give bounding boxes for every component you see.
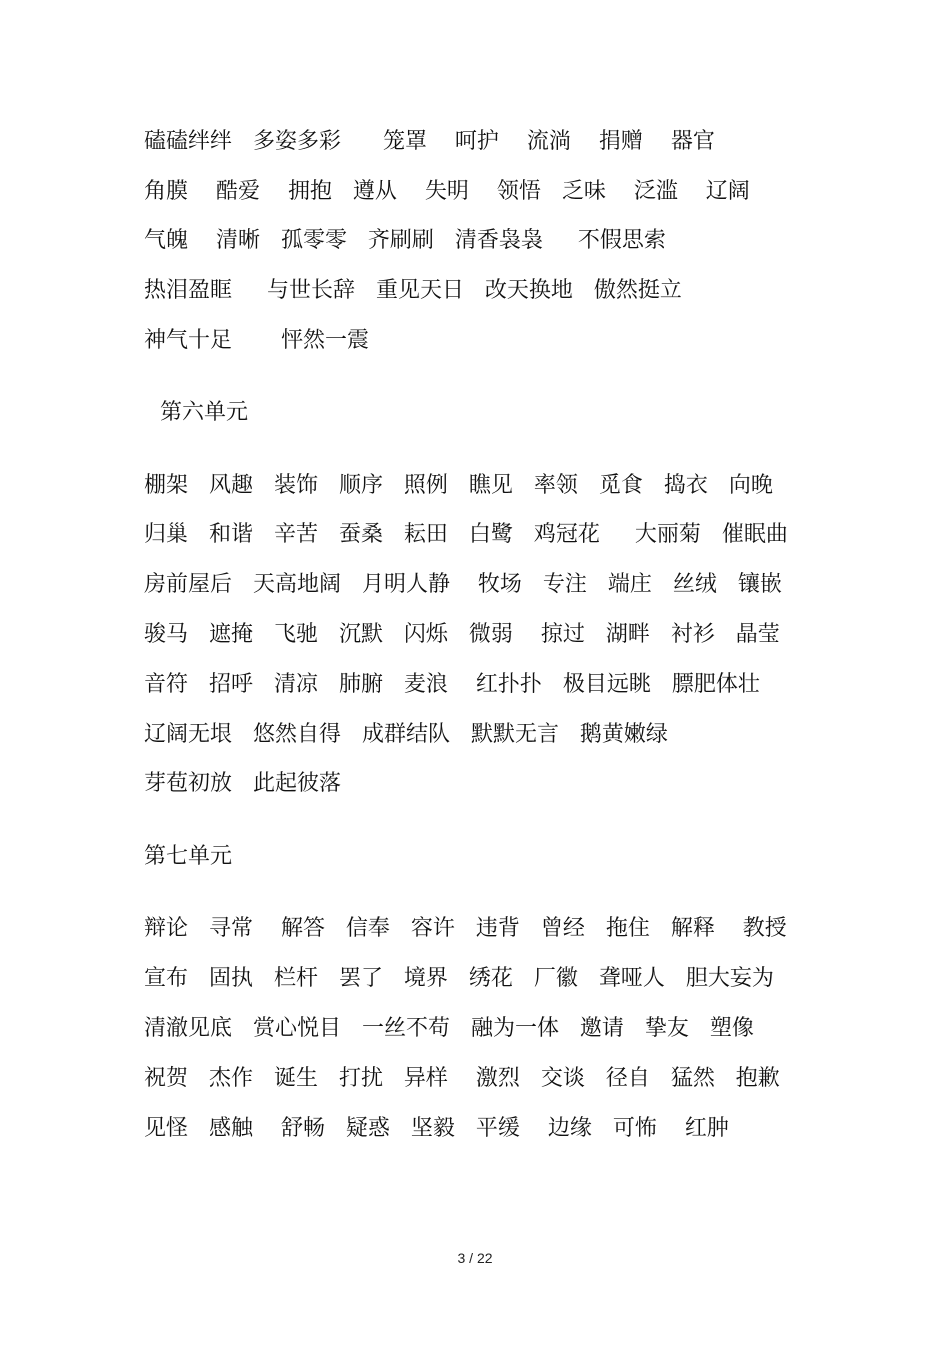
vocab-line: 角膜 酷爱 拥抱 遵从 失明 领悟 乏味 泛滥 辽阔 bbox=[144, 179, 750, 204]
section-heading-unit-6: 第六单元 bbox=[160, 400, 249, 425]
vocab-line: 磕磕绊绊 多姿多彩 笼罩 呵护 流淌 捐赠 器官 bbox=[144, 129, 715, 154]
vocab-line: 归巢 和谐 辛苦 蚕桑 耘田 白鹭 鸡冠花 大丽菊 催眠曲 bbox=[144, 522, 788, 547]
vocab-line: 见怪 感触 舒畅 疑惑 坚毅 平缓 边缘 可怖 红肿 bbox=[144, 1116, 729, 1141]
page-number: 3 / 22 bbox=[457, 1250, 493, 1266]
vocab-line: 房前屋后 天高地阔 月明人静 牧场 专注 端庄 丝绒 镶嵌 bbox=[144, 572, 782, 597]
vocab-line: 棚架 风趣 装饰 顺序 照例 瞧见 率领 觅食 捣衣 向晚 bbox=[144, 473, 773, 498]
vocab-line: 芽苞初放 此起彼落 bbox=[144, 771, 341, 796]
vocab-line: 宣布 固执 栏杆 罢了 境界 绣花 厂徽 聋哑人 胆大妄为 bbox=[144, 966, 774, 991]
section-heading-unit-7: 第七单元 bbox=[144, 844, 233, 869]
vocab-line: 气魄 清晰 孤零零 齐刷刷 清香袅袅 不假思索 bbox=[144, 228, 666, 253]
vocab-line: 辽阔无垠 悠然自得 成群结队 默默无言 鹅黄嫩绿 bbox=[144, 722, 668, 747]
vocab-line: 神气十足 怦然一震 bbox=[144, 328, 369, 353]
vocab-line: 祝贺 杰作 诞生 打扰 异样 激烈 交谈 径自 猛然 抱歉 bbox=[144, 1066, 780, 1091]
vocab-line: 骏马 遮掩 飞驰 沉默 闪烁 微弱 掠过 湖畔 衬衫 晶莹 bbox=[144, 622, 780, 647]
vocab-line: 音符 招呼 清凉 肺腑 麦浪 红扑扑 极目远眺 膘肥体壮 bbox=[144, 672, 760, 697]
vocab-line: 热泪盈眶 与世长辞 重见天日 改天换地 傲然挺立 bbox=[144, 278, 682, 303]
vocab-line: 清澈见底 赏心悦目 一丝不苟 融为一体 邀请 挚友 塑像 bbox=[144, 1016, 754, 1041]
vocab-line: 辩论 寻常 解答 信奉 容许 违背 曾经 拖住 解释 教授 bbox=[144, 916, 787, 941]
